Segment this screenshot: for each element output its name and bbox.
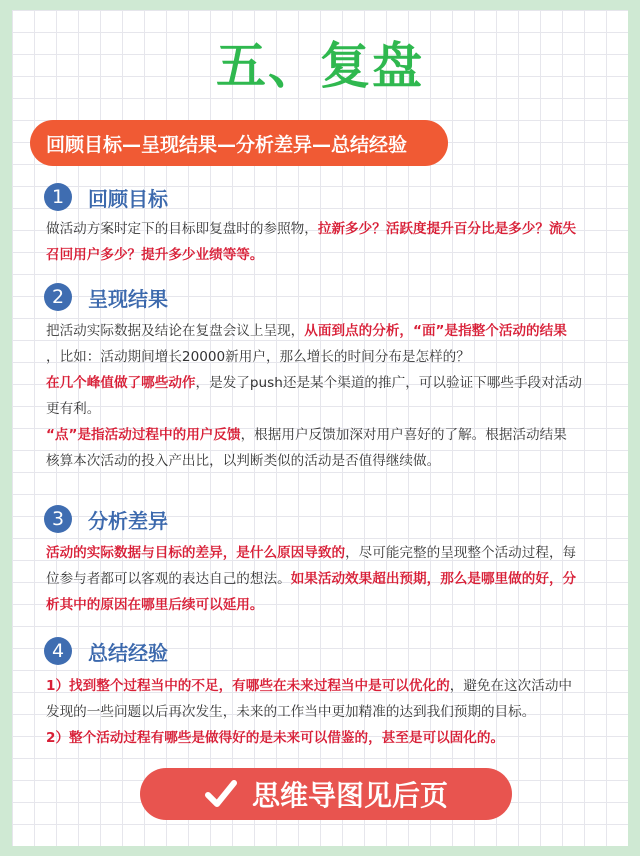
body-text: 核算本次活动的投入产出比，以判断类似的活动是否值得继续做。 xyxy=(46,453,441,469)
highlight-text: 1）找到整个过程当中的不足，有哪些在未来过程当中是可以优化的 xyxy=(46,678,450,694)
highlight-text: 析其中的原因在哪里后续可以延用。 xyxy=(46,597,264,613)
body-text: ，尽可能完整的呈现整个活动过程，每 xyxy=(345,545,577,561)
body-text: 做活动方案时定下的目标即复盘时的参照物， xyxy=(46,221,318,237)
body-line xyxy=(46,699,606,725)
page-title: 五、复盘 xyxy=(216,37,424,95)
number-badge: 2 xyxy=(44,283,72,311)
section-title: 呈现结果 xyxy=(88,286,168,311)
section-3-body xyxy=(46,540,606,618)
body-text: ，根据用户反馈加深对用户喜好的了解。根据活动结果 xyxy=(240,427,567,443)
number-badge: 4 xyxy=(44,637,72,665)
highlight-text: 召回用户多少？提升多少业绩等等。 xyxy=(46,247,264,263)
body-text: 位参与者都可以客观的表达自己的想法。 xyxy=(46,571,291,587)
body-text: 更有利。 xyxy=(46,401,101,417)
body-line xyxy=(46,725,606,751)
body-text: ，比如：活动期间增长20000新用户，那么增长的时间分布是怎样的？ xyxy=(46,349,470,365)
body-text: ，避免在这次活动中 xyxy=(449,678,573,694)
button-label: 思维导图见后页 xyxy=(251,779,448,812)
body-line xyxy=(46,673,606,699)
body-line xyxy=(46,242,606,268)
section-4-body xyxy=(46,673,606,751)
section-title: 总结经验 xyxy=(88,640,168,665)
section-1-body xyxy=(46,216,606,268)
number-badge: 3 xyxy=(44,505,72,533)
body-line xyxy=(46,318,606,344)
section-2-body xyxy=(46,318,606,474)
body-line xyxy=(46,216,606,242)
body-text: ，是发了push还是某个渠道的推广，可以验证下哪些手段对活动 xyxy=(195,375,582,391)
highlight-text: 从面到点的分析，“面”是指整个活动的结果 xyxy=(304,323,567,339)
body-line xyxy=(46,422,606,448)
body-line xyxy=(46,540,606,566)
body-text: 发现的一些问题以后再次发生，未来的工作当中更加精准的达到我们预期的目标。 xyxy=(46,704,536,720)
highlight-text: 如果活动效果超出预期，那么是哪里做的好，分 xyxy=(290,571,577,587)
section-title: 分析差异 xyxy=(88,508,168,533)
body-line xyxy=(46,396,606,422)
body-line xyxy=(46,592,606,618)
highlight-text: 在几个峰值做了哪些动作 xyxy=(46,375,196,391)
section-4-header xyxy=(44,636,168,666)
highlight-text: 拉新多少？活跃度提升百分比是多少？流失 xyxy=(317,221,577,237)
steps-banner: 回顾目标—呈现结果—分析差异—总结经验 xyxy=(30,120,448,166)
highlight-text: 2）整个活动过程有哪些是做得好的是未来可以借鉴的，甚至是可以固化的。 xyxy=(46,730,505,746)
body-line xyxy=(46,344,606,370)
body-line xyxy=(46,566,606,592)
body-line xyxy=(46,448,606,474)
section-2-header xyxy=(44,282,168,312)
mindmap-next-page-button[interactable] xyxy=(140,768,512,820)
body-text: 把活动实际数据及结论在复盘会议上呈现， xyxy=(46,323,305,339)
check-icon xyxy=(204,777,238,811)
highlight-text: 活动的实际数据与目标的差异，是什么原因导致的 xyxy=(46,545,346,561)
body-line xyxy=(46,370,606,396)
number-badge: 1 xyxy=(44,183,72,211)
section-title: 回顾目标 xyxy=(88,186,168,211)
section-1-header xyxy=(44,182,168,212)
section-3-header xyxy=(44,504,168,534)
highlight-text: “点”是指活动过程中的用户反馈 xyxy=(46,427,241,443)
